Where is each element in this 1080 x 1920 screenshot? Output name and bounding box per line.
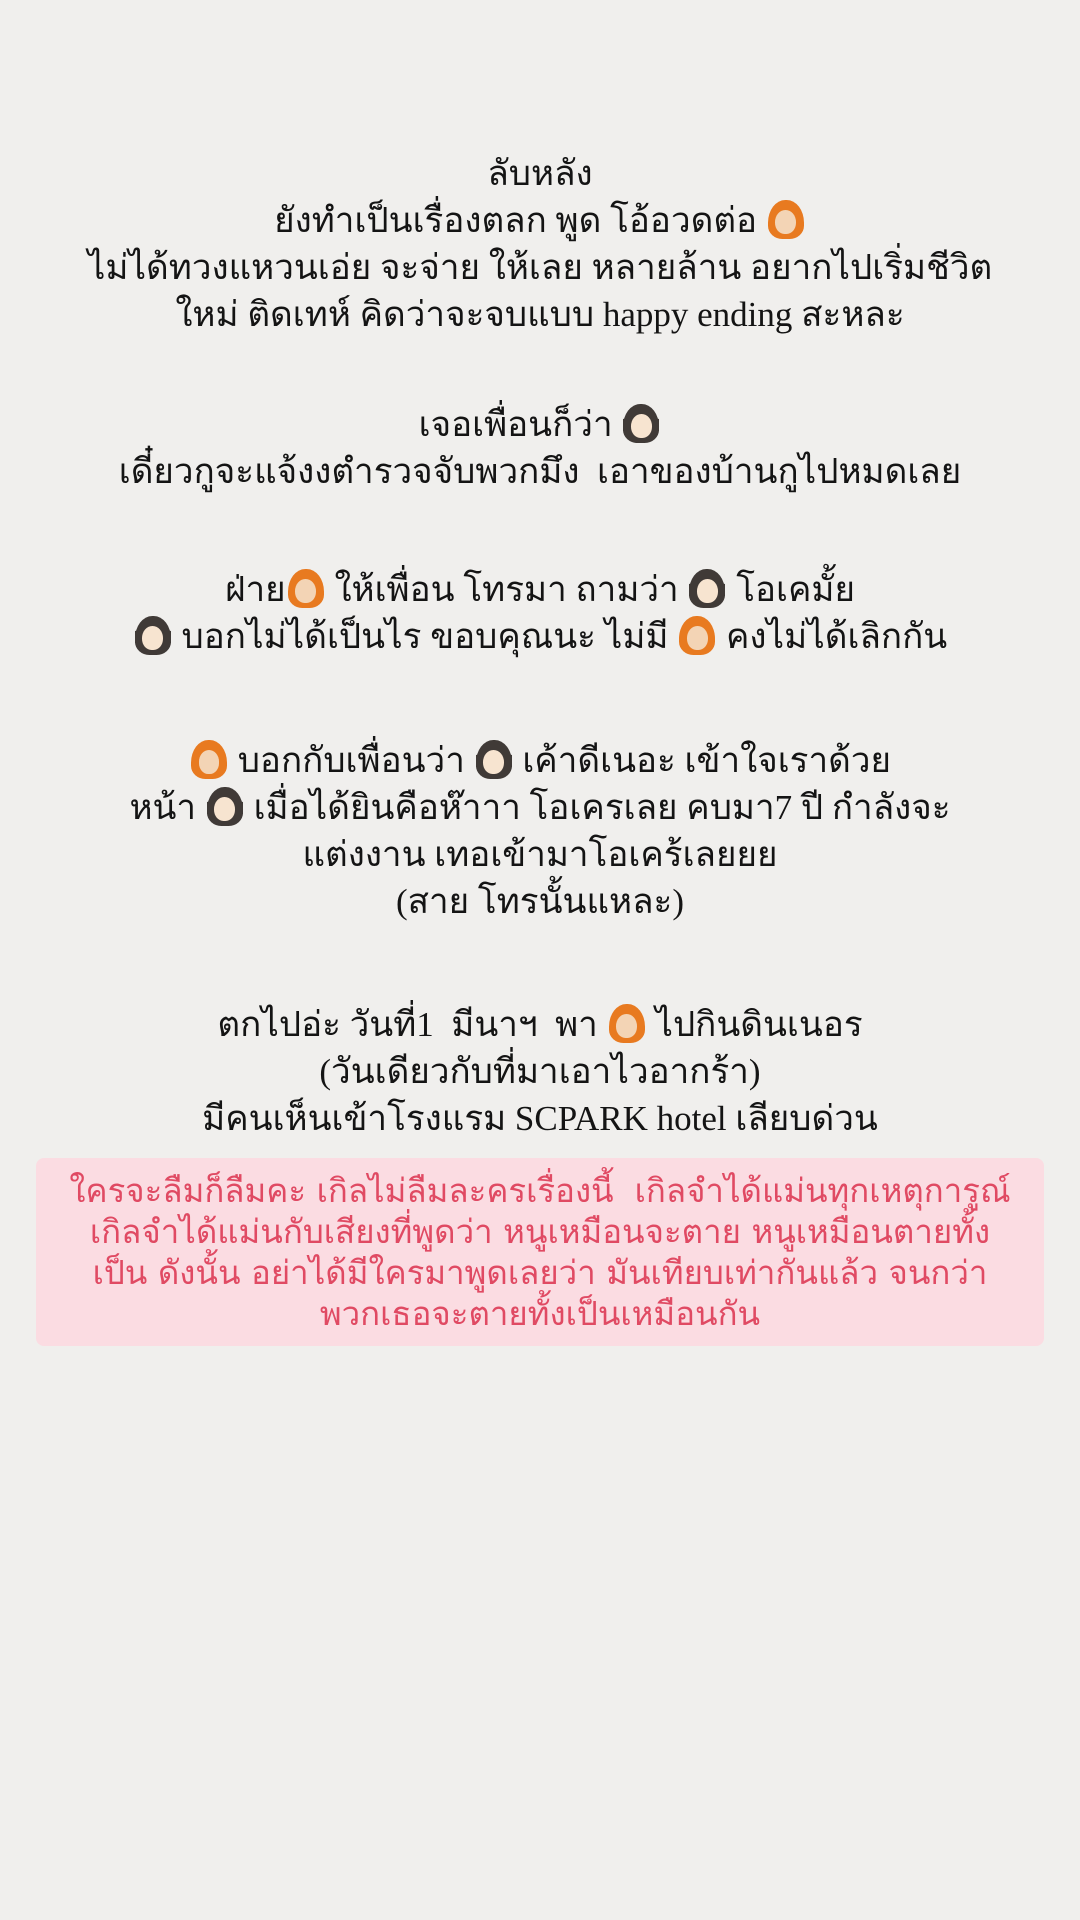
text-line <box>0 401 1080 448</box>
text-line <box>0 1048 1080 1095</box>
text-run: (สาย โทรนั้นแหละ) <box>396 882 684 921</box>
text-line <box>0 448 1080 495</box>
girl-emoji <box>689 569 725 608</box>
text-run: เมื่อได้ยินคือห๊าาา โอเครเลย คบมา7 ปี กำลังจะ <box>244 788 951 827</box>
text-line <box>52 1293 1028 1334</box>
highlight-note <box>36 1158 1044 1346</box>
woman-red-hair-emoji <box>679 616 715 655</box>
woman-red-hair-emoji <box>609 1004 645 1043</box>
text-run: เดี๋ยวกูจะแจ้งงตำรวจจับพวกมึง เอาของบ้านกูไปหมดเลย <box>118 452 962 491</box>
text-line <box>0 291 1080 338</box>
text-run: ไม่ได้ทวงแหวนเอ่ย จะจ่าย ให้เลย หลายล้าน อยากไปเริ่มชีวิต <box>87 248 993 287</box>
text-run: ยังทำเป็นเรื่องตลก พูด โอ้อวดต่อ <box>274 201 766 240</box>
text-run: โอเคมั้ย <box>727 570 855 609</box>
text-line <box>0 566 1080 613</box>
story-paragraph-3 <box>0 566 1080 660</box>
girl-emoji <box>207 787 243 826</box>
text-line <box>52 1211 1028 1252</box>
text-run: เจอเพื่อนก็ว่า <box>418 405 622 444</box>
text-run: (วันเดียวกับที่มาเอาไวอากร้า) <box>319 1052 761 1091</box>
text-run: ให้เพื่อน โทรมา ถามว่า <box>325 570 688 609</box>
text-run: มีคนเห็นเข้าโรงแรม SCPARK hotel เลียบด่วน <box>202 1099 878 1138</box>
story-paragraph-1 <box>0 150 1080 338</box>
text-run: ใครจะลืมก็ลืมคะ เกิลไม่ลืมละครเรื่องนี้ เกิลจำได้แม่นทุกเหตุการูณ์ <box>69 1171 1011 1210</box>
text-run: บอกกับเพื่อนว่า <box>228 741 474 780</box>
text-line <box>0 150 1080 197</box>
text-run: หน้า <box>129 788 205 827</box>
text-line <box>0 613 1080 660</box>
text-run: ใหม่ ติดเทห์ คิดว่าจะจบแบบ happy ending สะหละ <box>175 295 905 334</box>
text-line <box>52 1252 1028 1293</box>
text-line <box>0 737 1080 784</box>
woman-red-hair-emoji <box>191 740 227 779</box>
woman-red-hair-emoji <box>288 569 324 608</box>
girl-emoji <box>476 740 512 779</box>
text-run: ไปกินดินเนอร <box>646 1005 863 1044</box>
text-line <box>0 1095 1080 1142</box>
story-paragraph-2 <box>0 401 1080 495</box>
text-run: เค้าดีเนอะ เข้าใจเราด้วย <box>513 741 892 780</box>
text-line <box>0 244 1080 291</box>
text-run: ตกไปอ่ะ วันที่1 มีนาฯ พา <box>217 1005 607 1044</box>
text-line <box>0 197 1080 244</box>
story-paragraph-5 <box>0 1001 1080 1142</box>
text-line <box>0 878 1080 925</box>
text-line <box>0 1001 1080 1048</box>
girl-emoji <box>135 616 171 655</box>
text-run: พวกเธอจะตายทั้งเป็นเหมือนกัน <box>319 1294 761 1333</box>
text-line <box>52 1170 1028 1211</box>
text-run: เป็น ดังนั้น อย่าได้มีใครมาพูดเลยว่า มันเทียบเท่ากันแล้ว จนกว่า <box>92 1253 988 1292</box>
text-line <box>0 784 1080 831</box>
text-run: แต่งงาน เทอเข้ามาโอเคร้เลยยย <box>302 835 778 874</box>
girl-emoji <box>623 404 659 443</box>
woman-red-hair-emoji <box>768 200 804 239</box>
text-line <box>0 831 1080 878</box>
text-run: บอกไม่ได้เป็นไร ขอบคุณนะ ไม่มี <box>172 617 678 656</box>
story-paragraph-4 <box>0 737 1080 925</box>
text-run: เกิลจำได้แม่นกับเสียงที่พูดว่า หนูเหมือนจะตาย หนูเหมือนตายทั้ง <box>89 1212 991 1251</box>
text-run: คงไม่ได้เลิกกัน <box>717 617 948 656</box>
text-run: ลับหลัง <box>487 154 593 193</box>
text-run: ฝ่าย <box>225 570 286 609</box>
